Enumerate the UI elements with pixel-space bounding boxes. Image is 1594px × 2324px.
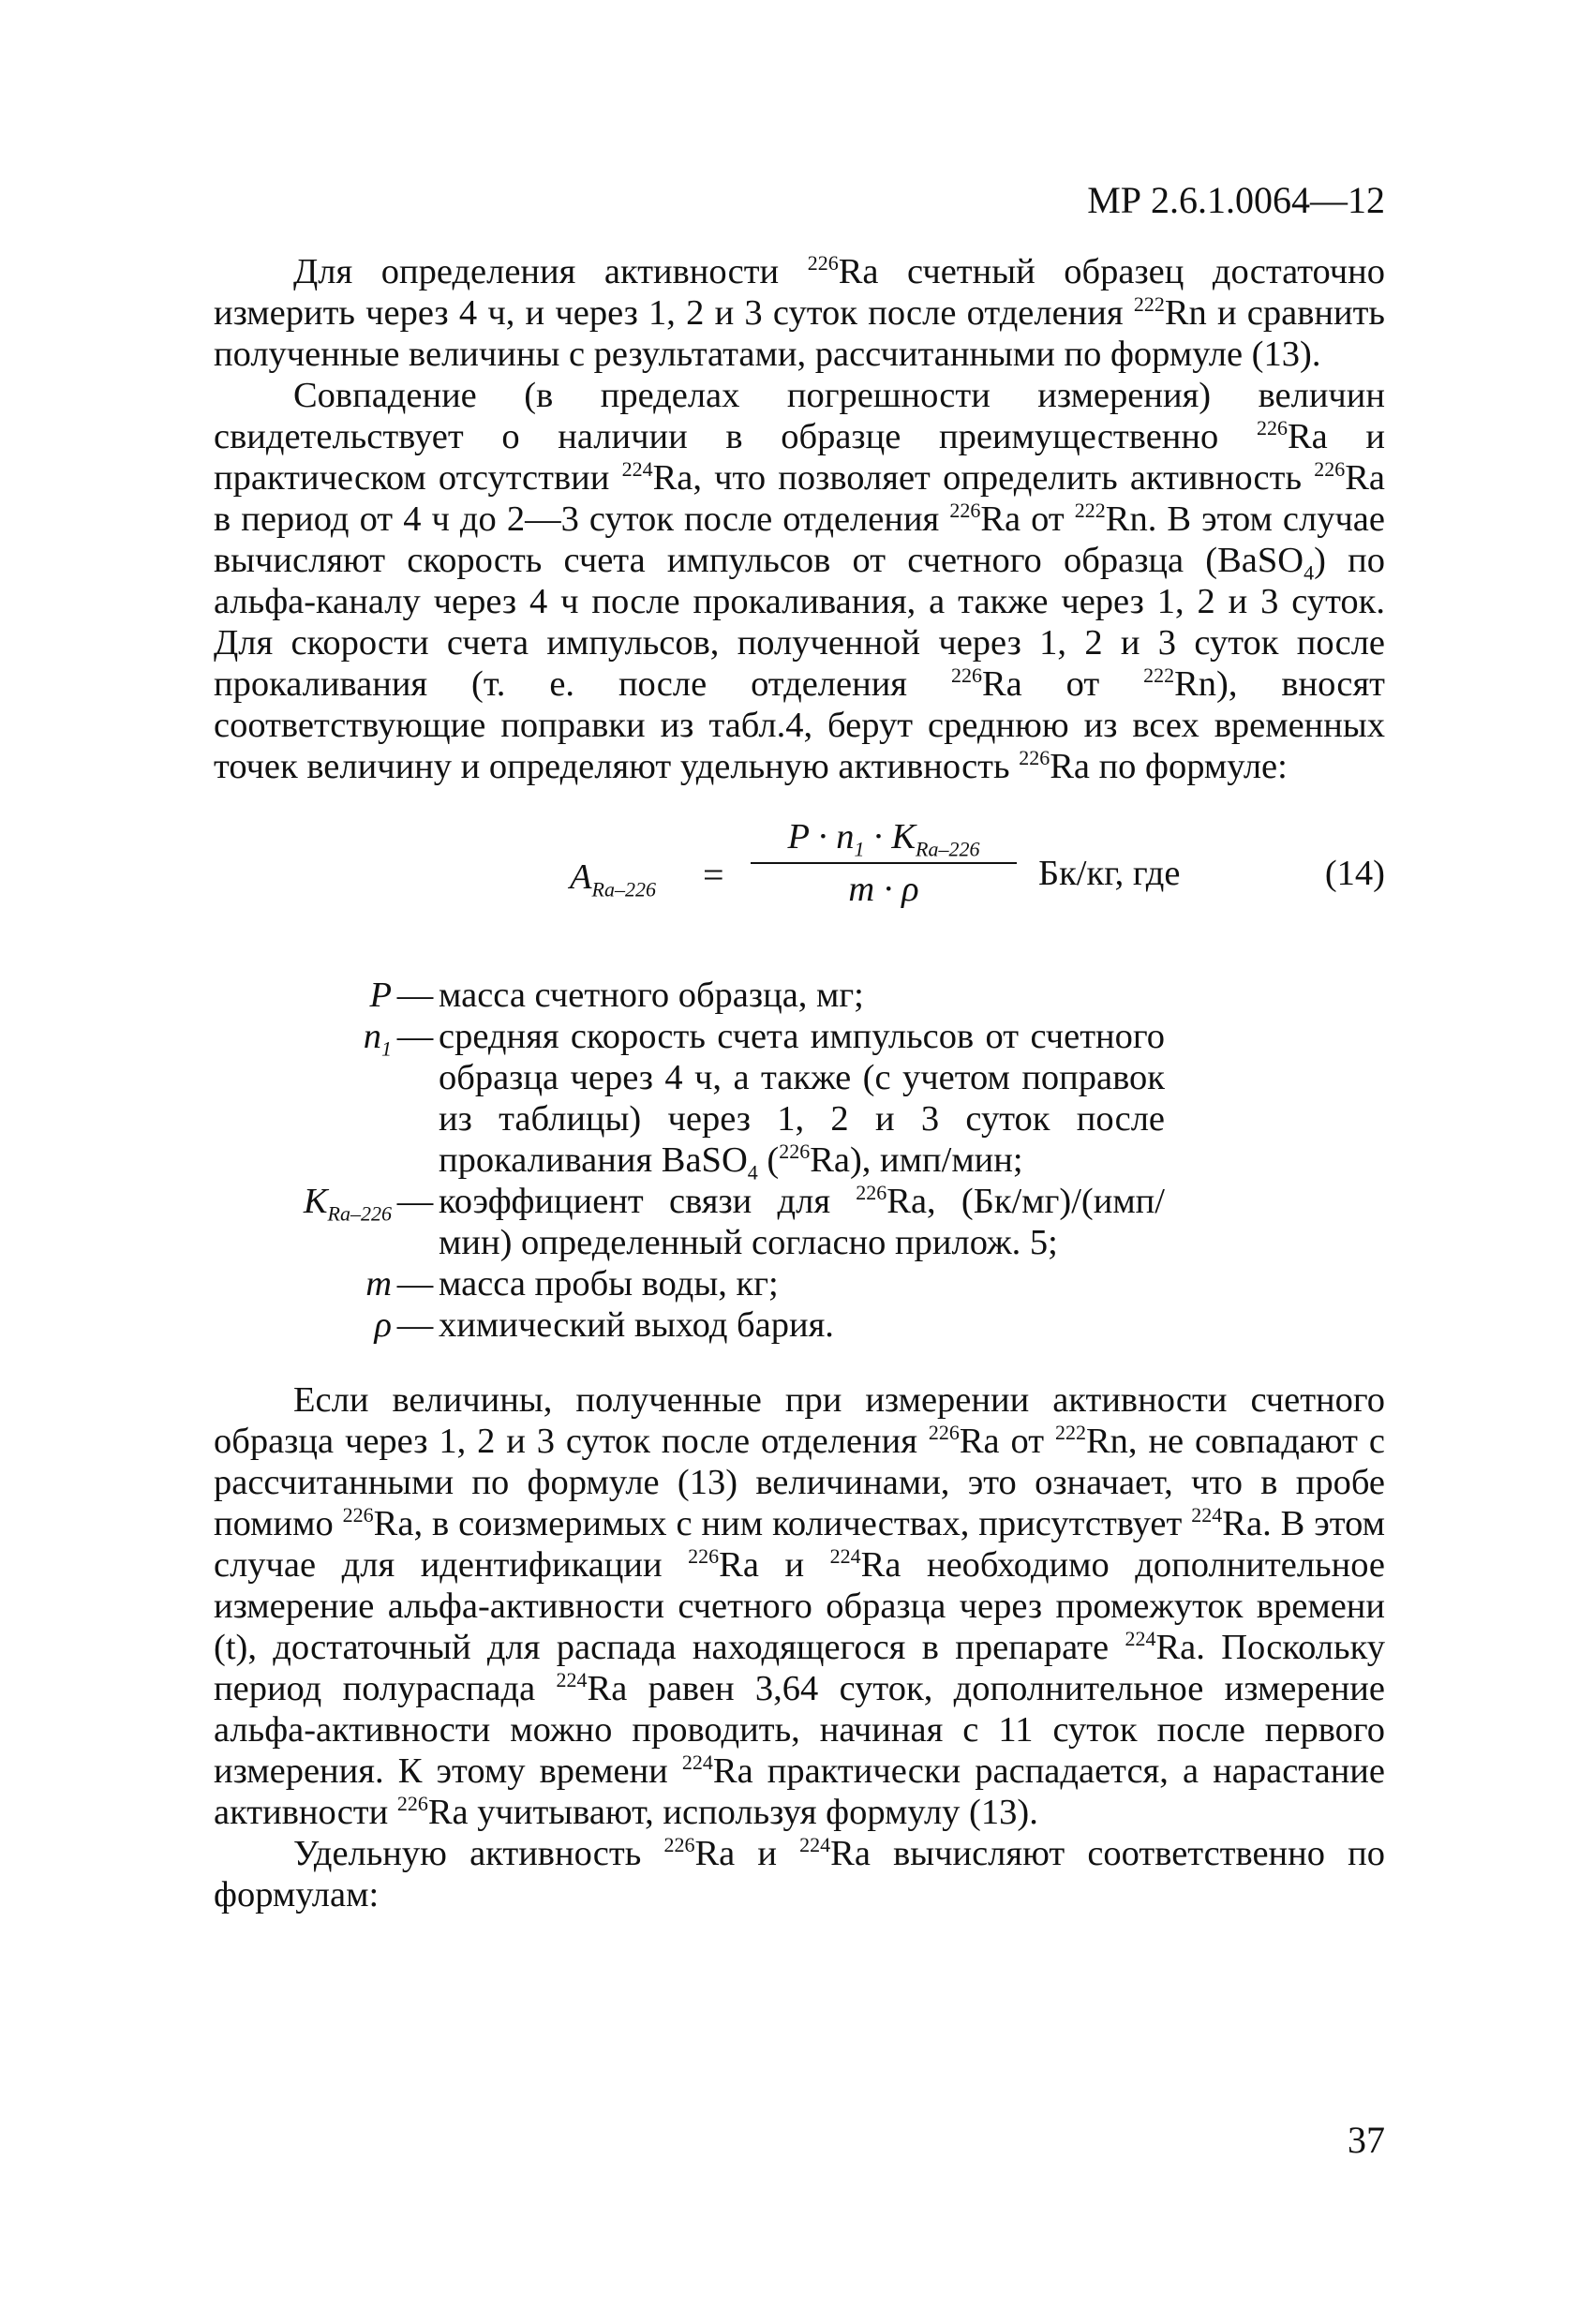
isotope-superscript: 224	[799, 1833, 831, 1857]
definition-symbol	[214, 1181, 392, 1263]
text-run: Ra, (Бк/мг)/(имп/мин) определенный согласно прилож. 5;	[439, 1182, 1165, 1262]
isotope-superscript: 222	[1133, 292, 1165, 317]
text-run: Ra, в соизмеримых с ним количествах, присутствует	[373, 1504, 1192, 1543]
isotope-superscript: 222	[1074, 499, 1106, 523]
definition-text	[439, 975, 1165, 1016]
formula-numerator	[743, 815, 1024, 862]
formula-subscript: Ra–226	[916, 837, 980, 861]
isotope-superscript: 226	[779, 1140, 811, 1164]
text-run: Ra учитывают, используя формулу (13).	[427, 1793, 1038, 1832]
definition-row	[214, 1263, 1385, 1304]
text-run: ) по альфа-каналу через 4 ч после прокаливания, а также через 1, 2 и 3 суток. Для скорости счета импульсов, полученной через 1, 2 и 3 суток после прокаливания (т. е. после отделения	[214, 541, 1385, 704]
document-page	[214, 178, 1385, 2258]
definition-symbol	[214, 975, 392, 1016]
text-run: Ra от	[980, 499, 1075, 539]
text-run: Ra от	[959, 1422, 1055, 1461]
formula-term: · K	[864, 817, 916, 857]
text-run: Совпадение (в пределах погрешности измерения) величин свидетельствует о наличии в образце преимущественно	[214, 376, 1385, 456]
symbol-subscript: Ra–226	[327, 1201, 392, 1226]
isotope-superscript: 226	[396, 1792, 428, 1816]
isotope-superscript: 226	[928, 1421, 960, 1445]
text-run: Ra. В этом случае для идентификации	[214, 1504, 1386, 1585]
symbol-text: P	[369, 976, 392, 1015]
definition-row	[214, 1304, 1385, 1346]
definition-text	[439, 1016, 1165, 1184]
formula-subscript: 1	[854, 837, 865, 861]
definition-row	[214, 1181, 1385, 1263]
symbol-text: n	[363, 1017, 381, 1056]
text-run: Ra), имп/мин;	[810, 1140, 1023, 1180]
definition-symbol	[214, 1304, 392, 1346]
isotope-superscript: 224	[1125, 1627, 1156, 1651]
isotope-superscript: 226	[663, 1833, 695, 1857]
isotope-superscript: 222	[1143, 663, 1175, 688]
text-run: масса счетного образца, мг;	[439, 976, 864, 1015]
symbol-text: m	[365, 1264, 392, 1304]
isotope-superscript: 226	[342, 1503, 374, 1527]
formula-lhs	[570, 857, 656, 901]
text-run: Ra счетный образец достаточно измерить через 4 ч, и через 1, 2 и 3 суток после отделения	[214, 252, 1385, 333]
formula-subscript: 4	[1304, 560, 1315, 585]
text-run: Rn и сравнить полученные величины с результатами, рассчитанными по формуле (13).	[214, 293, 1385, 374]
isotope-superscript: 226	[949, 499, 981, 523]
isotope-superscript: 226	[856, 1181, 887, 1205]
formula-14	[214, 815, 1385, 956]
definition-symbol	[214, 1263, 392, 1304]
isotope-superscript: 224	[556, 1668, 588, 1692]
definition-row	[214, 1016, 1385, 1184]
formula-denominator: m · ρ	[848, 870, 919, 909]
text-run: Rn. В этом случае вычисляют скорость счета импульсов от счетного образца (BaSO	[214, 499, 1385, 580]
text-run: Ra вычисляют соответственно по формулам:	[214, 1834, 1386, 1914]
text-run: Ra и	[719, 1545, 830, 1585]
symbol-subscript: 1	[381, 1036, 392, 1061]
isotope-superscript: 226	[950, 663, 982, 688]
text-run: Rn), вносят соответствующие поправки из табл.4, берут среднюю из всех временных точек величину и определяют удельную активность	[214, 664, 1385, 786]
text-run: Ra и практическом отсутствии	[214, 417, 1385, 498]
definition-row	[214, 975, 1385, 1016]
text-run: Если величины, полученные при измерении активности счетного образца через 1, 2 и 3 суток после отделения	[214, 1380, 1385, 1461]
definition-dash: —	[396, 1264, 434, 1304]
formula-subscript: Ra–226	[591, 877, 656, 901]
paragraph-4	[214, 1833, 1385, 1915]
text-run: Ra, что позволяет определить активность	[652, 458, 1315, 498]
formula-term: P · n	[787, 817, 855, 857]
text-run: Ra практически распадается, а нарастание активности	[214, 1751, 1385, 1832]
paragraph-3	[214, 1379, 1385, 1833]
definition-dash: —	[396, 1305, 434, 1345]
isotope-superscript: 224	[1191, 1503, 1223, 1527]
formula-definitions	[214, 975, 1385, 1346]
definition-dash: —	[396, 1017, 434, 1056]
text-run: Ra. Поскольку период полураспада	[214, 1628, 1385, 1708]
isotope-superscript: 226	[1314, 457, 1346, 482]
text-run: Ra по формуле:	[1050, 747, 1288, 786]
isotope-superscript: 222	[1055, 1421, 1086, 1445]
isotope-superscript: 224	[621, 457, 653, 482]
document-code: МР 2.6.1.0064—12	[1087, 179, 1385, 221]
symbol-text: ρ	[374, 1305, 392, 1345]
text-run: (	[757, 1140, 780, 1180]
definition-symbol	[214, 1016, 392, 1181]
isotope-superscript: 226	[1019, 746, 1050, 770]
formula-subscript: 4	[747, 1160, 758, 1184]
symbol-text: K	[303, 1182, 328, 1221]
text-run: Удельную активность	[293, 1834, 664, 1873]
text-run: Ra и	[694, 1834, 800, 1873]
definition-text	[439, 1304, 1165, 1346]
isotope-superscript: 224	[681, 1750, 713, 1775]
text-run: Ra от	[981, 664, 1144, 704]
paragraph-2	[214, 375, 1385, 787]
definition-dash: —	[396, 1182, 434, 1221]
text-run: Ra в период от 4 ч до 2—3 суток после отделения	[214, 458, 1385, 539]
text-run: коэффициент связи для	[439, 1182, 857, 1221]
text-run: Ra необходимо дополнительное измерение альфа-активности счетного образца через промежуток времени (t), достаточный для распада находящегося в препарате	[214, 1545, 1386, 1667]
text-run: Ra равен 3,64 суток, дополнительное измерение альфа-активности можно проводить, начиная с 11 суток после первого измерения. К этому времени	[214, 1669, 1385, 1791]
formula-fraction	[743, 815, 1024, 911]
text-run: химический выход бария.	[439, 1305, 834, 1345]
page-number: 37	[1348, 2119, 1385, 2161]
formula-symbol: A	[570, 857, 592, 897]
formula-number: (14)	[1324, 854, 1385, 893]
formula-equals: =	[703, 854, 724, 896]
isotope-superscript: 224	[829, 1544, 861, 1569]
formula-unit: Бк/кг, где	[1038, 854, 1181, 893]
isotope-superscript: 226	[688, 1544, 720, 1569]
text-run: Rn, не совпадают с рассчитанными по формуле (13) величинами, это означает, что в пробе помимо	[214, 1422, 1385, 1543]
definition-text	[439, 1181, 1165, 1263]
text-run: средняя скорость счета импульсов от счетного образца через 4 ч, а также (с учетом поправок из таблицы) через 1, 2 и 3 суток после прокаливания BaSO	[439, 1017, 1165, 1180]
text-run: Для определения активности	[293, 252, 808, 291]
paragraph-1	[214, 251, 1385, 375]
isotope-superscript: 226	[807, 251, 839, 276]
definition-dash: —	[396, 976, 434, 1015]
definition-text	[439, 1263, 1165, 1304]
isotope-superscript: 226	[1256, 416, 1288, 440]
text-run: масса пробы воды, кг;	[439, 1264, 779, 1304]
